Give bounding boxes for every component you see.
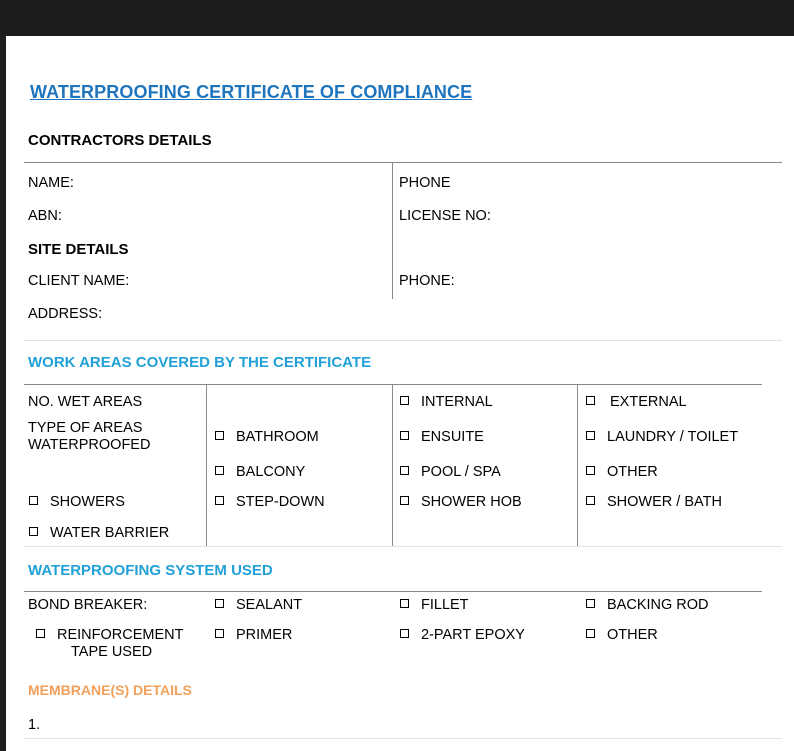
backing-rod-option[interactable] (586, 597, 709, 613)
option-label: SHOWERS (50, 494, 125, 510)
checkbox-icon[interactable] (29, 496, 38, 505)
checkbox-icon[interactable] (400, 599, 409, 608)
document-title: WATERPROOFING CERTIFICATE OF COMPLIANCE (30, 82, 473, 102)
bathroom-option[interactable] (215, 429, 319, 445)
viewer-top-bar (0, 0, 794, 36)
checkbox-icon[interactable] (586, 466, 595, 475)
phone-label: PHONE (399, 175, 451, 191)
option-label: PRIMER (236, 627, 293, 643)
divider (24, 162, 782, 163)
option-label: BATHROOM (236, 429, 319, 445)
type-of-areas-label (28, 420, 150, 454)
checkbox-icon[interactable] (215, 496, 224, 505)
label-line: TYPE OF AREAS (28, 420, 143, 436)
checkbox-icon[interactable] (400, 496, 409, 505)
checkbox-icon[interactable] (400, 431, 409, 440)
two-part-epoxy-option[interactable] (400, 627, 525, 643)
divider (24, 340, 782, 341)
membrane-item-1: 1. (28, 717, 41, 733)
checkbox-icon[interactable] (29, 527, 38, 536)
option-label: OTHER (607, 627, 658, 643)
option-label: LAUNDRY / TOILET (607, 429, 739, 445)
client-name-label: CLIENT NAME: (28, 273, 130, 289)
option-label: POOL / SPA (421, 464, 501, 480)
system-heading: WATERPROOFING SYSTEM USED (28, 562, 273, 579)
address-label: ADDRESS: (28, 306, 103, 322)
divider (24, 738, 782, 739)
sealant-option[interactable] (215, 597, 302, 613)
column-divider (392, 163, 393, 299)
divider (24, 546, 782, 547)
laundry-toilet-option[interactable] (586, 429, 738, 445)
balcony-option[interactable] (215, 464, 305, 480)
divider (24, 591, 762, 592)
checkbox-icon[interactable] (215, 629, 224, 638)
checkbox-icon[interactable] (586, 496, 595, 505)
checkbox-icon[interactable] (586, 431, 595, 440)
option-label: REINFORCEMENT (57, 627, 184, 643)
contractors-heading: CONTRACTORS DETAILS (28, 132, 212, 149)
option-label: OTHER (607, 464, 658, 480)
checkbox-icon[interactable] (215, 466, 224, 475)
site-phone-label: PHONE: (399, 273, 455, 289)
option-label: TAPE USED (71, 644, 153, 660)
option-label: SHOWER HOB (421, 494, 522, 510)
option-label: FILLET (421, 597, 469, 613)
checkbox-icon[interactable] (36, 629, 45, 638)
site-heading: SITE DETAILS (28, 241, 129, 258)
option-label: STEP-DOWN (236, 494, 325, 510)
document-page (6, 36, 794, 751)
work-areas-heading: WORK AREAS COVERED BY THE CERTIFICATE (28, 354, 372, 371)
divider (24, 384, 762, 385)
abn-label: ABN: (28, 208, 62, 224)
option-label: SHOWER / BATH (607, 494, 722, 510)
checkbox-icon[interactable] (586, 599, 595, 608)
water-barrier-option[interactable] (29, 525, 169, 541)
checkbox-icon[interactable] (215, 599, 224, 608)
option-label: 2-PART EPOXY (421, 627, 525, 643)
name-label: NAME: (28, 175, 74, 191)
membrane-heading: MEMBRANE(S) DETAILS (28, 682, 192, 698)
bond-breaker-label: BOND BREAKER: (28, 597, 148, 613)
checkbox-icon[interactable] (400, 629, 409, 638)
checkbox-icon[interactable] (400, 396, 409, 405)
shower-bath-option[interactable] (586, 494, 722, 510)
checkbox-icon[interactable] (586, 396, 595, 405)
option-label: WATER BARRIER (50, 525, 170, 541)
option-label: SEALANT (236, 597, 303, 613)
option-label: EXTERNAL (610, 394, 687, 410)
other-system-option[interactable] (586, 627, 658, 643)
option-label: BALCONY (236, 464, 306, 480)
fillet-option[interactable] (400, 597, 469, 613)
showers-option[interactable] (29, 494, 125, 510)
label-line: WATERPROOFED (28, 437, 151, 453)
option-label: BACKING ROD (607, 597, 709, 613)
external-option[interactable] (586, 394, 687, 410)
other-area-option[interactable] (586, 464, 658, 480)
license-label: LICENSE NO: (399, 208, 491, 224)
no-wet-areas-label: NO. WET AREAS (28, 394, 143, 410)
checkbox-icon[interactable] (215, 431, 224, 440)
column-divider (206, 385, 207, 546)
option-label: INTERNAL (421, 394, 493, 410)
column-divider (392, 385, 393, 546)
ensuite-option[interactable] (400, 429, 484, 445)
pool-spa-option[interactable] (400, 464, 501, 480)
checkbox-icon[interactable] (400, 466, 409, 475)
primer-option[interactable] (215, 627, 292, 643)
reinforcement-tape-option[interactable] (36, 627, 183, 661)
shower-hob-option[interactable] (400, 494, 522, 510)
checkbox-icon[interactable] (586, 629, 595, 638)
internal-option[interactable] (400, 394, 493, 410)
option-label: ENSUITE (421, 429, 484, 445)
column-divider (577, 385, 578, 546)
step-down-option[interactable] (215, 494, 325, 510)
